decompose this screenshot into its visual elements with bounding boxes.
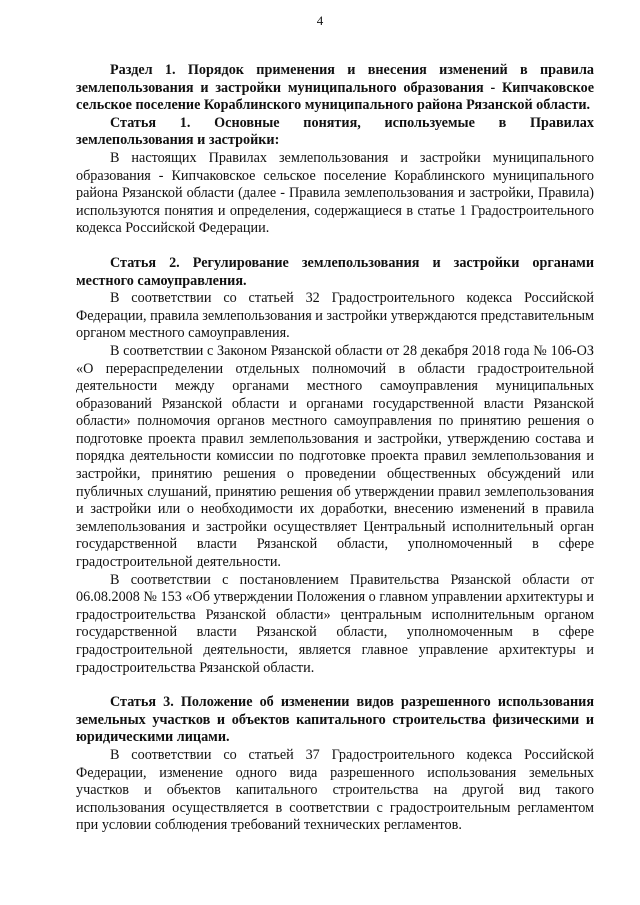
article-2-paragraph: В соответствии со статьей 32 Градостроительного кодекса Российской Федерации, правила землепользования и застройки утверждаются представительным органом местного самоуправления. xyxy=(76,290,595,342)
article-3-title: Статья 3. Положение об изменении видов разрешенного использования земельных участков и объектов капитального строительства физическими и юридическими лицами. xyxy=(76,694,594,746)
article-1-paragraph: В настоящих Правилах землепользования и застройки муниципального образования - Кипчаковское сельское поселение Кораблинского муниципального района Рязанской области (далее - Правила землепользования и застройки, Правила) используются понятия и определения, содержащиеся в статье 1 Градостроительного кодекса Российской Федерации. xyxy=(76,149,594,237)
article-2-paragraph: В соответствии с постановлением Правительства Рязанской области от 06.08.2008 № 153 «Об утверждении Положения о главном управлении архитектуры и градостроительства Рязанской области» центральным исполнительным органом государственной власти Рязанской области, уполномоченным в сфере градостроительной деятельности, является главное управление архитектуры и градостроительства Рязанской области. xyxy=(76,571,594,676)
article-1-title: Статья 1. Основные понятия, используемые в Правилах землепользования и застройки: xyxy=(76,114,594,149)
page-number: 4 xyxy=(316,13,324,28)
article-3-paragraph: В соответствии со статьей 37 Градостроительного кодекса Российской Федерации, изменение одного вида разрешенного использования земельных участков и объектов капитального строительства на другой вид такого использования осуществляется в соответствии с градостроительным регламентом при условии соблюдения требований технических регламентов. xyxy=(76,746,594,834)
section-title: Раздел 1. Порядок применения и внесения изменений в правила землепользования и застройки муниципального образования - Кипчаковское сельское поселение Кораблинского муниципального района Рязанской области. xyxy=(76,62,594,114)
article-2-paragraph: В соответствии с Законом Рязанской области от 28 декабря 2018 года № 106-ОЗ «О перераспределении отдельных полномочий в области градостроительной деятельности между органами местного самоуправления муниципальных образований Рязанской области и органами государственной власти Рязанской области» полномочия органов местного самоуправления по принятию решения о подготовке проекта правил землепользования и застройки, утверждению состава и порядка деятельности комиссии по подготовке проекта правил землепользования и застройки, принятию решения о проведении общественных обсуждений или публичных слушаний, принятию решения об утверждении правил землепользования и застройки или о необходимости их доработки, внесению изменений в правила землепользования и застройки осуществляет Центральный исполнительный орган государственной власти Рязанской области, уполномоченный в сфере градостроительной деятельности. xyxy=(76,342,594,571)
document-body xyxy=(76,62,594,835)
article-2-title: Статья 2. Регулирование землепользования и застройки органами местного самоуправления. xyxy=(76,254,594,289)
